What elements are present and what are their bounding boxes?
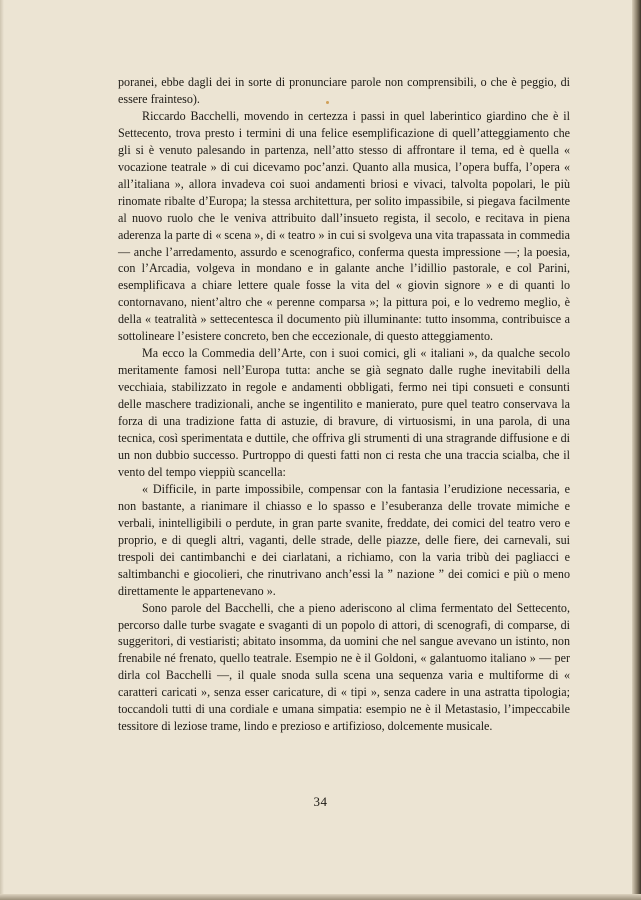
paragraph-1: poranei, ebbe dagli dei in sorte di pronunciare parole non comprensibili, o che è peggio, di essere frainteso). (118, 75, 570, 106)
paper-speck (326, 101, 329, 104)
paragraph-2: Riccardo Bacchelli, movendo in certezza i passi in quel laberintico giardino che è il Settecento, trova presto i termini di una felice esemplificazione di quell’atteggiamento che gli si è venuto palesando in partenza, nell’atto stesso di affrontare il tema, ed è quella « vocazione teatrale » di cui dicevamo poc’anzi. Quanto alla musica, l’opera buffa, l’opera « all’italiana », allora invadeva coi suoi andamenti briosi e vivaci, talvolta popolari, le più rinomate ribalte d’Europa; la stessa architettura, per solito impassibile, si piegava facilmente al nuovo ruolo che le veniva attribuito dall’insueto regista, il secolo, e recitava in piena aderenza la parte di « scena », di « teatro » in cui si svolgeva una vita trapassata in commedia — anche l’arredamento, assurdo e scenografico, conferma questa impressione —; la poesia, con l’Arcadia, volgeva in mondano e in galante anche l’idillio pastorale, e col Parini, esemplificava a chiare lettere quale fosse la vita del « giovin signore » e di quanti lo contornavano, nient’altro che « perenne comparsa »; la pittura poi, e lo vedremo meglio, è della « teatralità » settecentesca il documento più illuminante: tutto insomma, contribuisce a sottolineare l’esistere concreto, ben che eccezionale, di questo atteggiamento. (118, 108, 571, 344)
scan-edge-left (0, 0, 4, 900)
paragraph-3: Ma ecco la Commedia dell’Arte, con i suoi comici, gli « italiani », da qualche secolo meritamente famosi nell’Europa tutta: anche se già segnato dalle rughe inevitabili della vecchiaia, stabilizzato in regole e andamenti obbligati, fermo nei tipi consueti e consunti delle maschere tradizionali, anche se ingentilito e manierato, pure quel teatro conservava la forza di una tradizione fatta di astuzie, di bravure, di virtuosismi, in una parola, di una tecnica, così sperimentata e duttile, che offriva gli strumenti di una stragrande diffusione e di un non dubbio successo. Purtroppo di questi fatti non ci resta che una traccia scialba, che il vento del tempo vieppiù scancella: (118, 346, 570, 479)
scan-edge-right (632, 0, 641, 900)
block-quote: « Difficile, in parte impossibile, compensar con la fantasia l’erudizione necessaria, e non bastante, a rianimare il chiasso e lo spasso e l’esuberanza delle trovate mimiche e verbali, inintelligibili o perdute, in gran parte svanite, freddate, dei comici del teatro vero e proprio, e di quegli altri, vaganti, delle strade, delle piazze, delle fiere, dei carnevali, sui trespoli dei cantimbanchi e dei ciarlatani, a richiamo, con la varia tribù dei pagliacci e saltimbanchi e giocolieri, che rinutrivano anch’essi la ” nazione ” dei comici e più o meno direttamente le appartenevano ». (118, 481, 570, 598)
page-number: 34 (313, 794, 328, 809)
body-text (118, 74, 570, 735)
paragraph-5: Sono parole del Bacchelli, che a pieno aderiscono al clima fermentato del Settecento, percorso dalle turbe svagate e svaganti di un popolo di attori, di scenografi, di comparse, di suggeritori, di vestiaristi; abitato insomma, da uomini che nel sangue avevano un istinto, non frenabile né frenato, quello teatrale. Esempio ne è il Goldoni, « galantuomo italiano » — per dirla col Bacchelli —, il quale snoda sulla scena una sequenza varia e multiforme di « caratteri caricati », senza esser caricature, di « tipi », senza cadere in una astratta tipologia; toccandoli tutti di una cordiale e umana simpatia: esempio ne è il Metastasio, l’impeccabile tessitore di leziose trame, lindo e prezioso e artifizioso, dolcemente musicale. (118, 600, 570, 734)
scan-edge-bottom (0, 894, 641, 900)
